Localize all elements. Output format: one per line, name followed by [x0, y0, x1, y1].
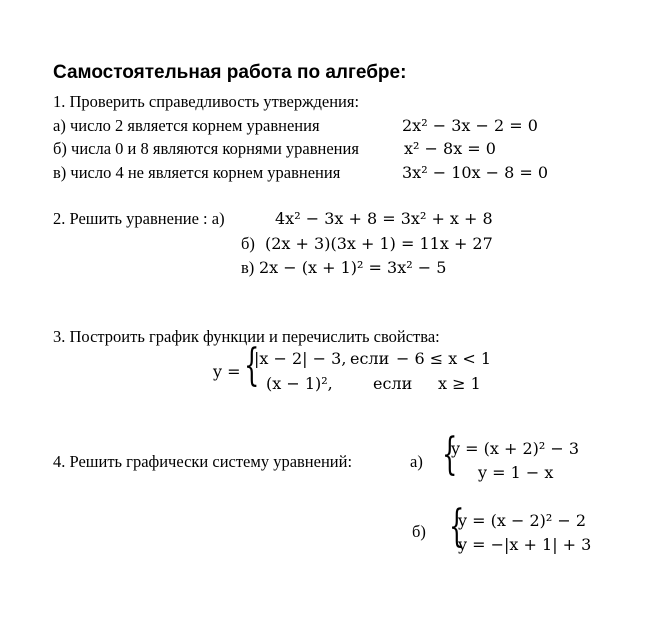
page-title: Самостоятельная работа по алгебре: — [53, 62, 407, 83]
task2-item-b-label: б) — [241, 234, 255, 253]
task3-case2-expr: (x − 1)², — [266, 374, 333, 393]
task4-system-b-brace: { — [449, 501, 465, 552]
task4-system-a-label: а) — [410, 452, 423, 471]
task4-system-b-eq2: y = −|x + 1| + 3 — [458, 535, 592, 554]
task1-item-c-equation: 3x² − 10x − 8 = 0 — [402, 163, 549, 182]
task3-case2-cond: x ≥ 1 — [438, 374, 481, 393]
task4-header: 4. Решить графически систему уравнений: — [53, 452, 353, 471]
task1-item-b-label: б) числа 0 и 8 являются корнями уравнения — [53, 139, 359, 158]
task2-item-a-equation: 4x² − 3x + 8 = 3x² + x + 8 — [275, 209, 493, 228]
task2-item-c-equation: 2x − (x + 1)² = 3x² − 5 — [259, 258, 447, 277]
task1-item-a-label: а) число 2 является корнем уравнения — [53, 116, 320, 135]
task3-brace: { — [244, 340, 260, 391]
task3-header: 3. Построить график функции и перечислить свойства: — [53, 327, 440, 346]
task2-item-c-label: в) — [241, 258, 255, 277]
task1-item-b-equation: x² − 8x = 0 — [404, 139, 496, 158]
task4-system-a-eq1: y = (x + 2)² − 3 — [451, 439, 580, 458]
task1-header: 1. Проверить справедливость утверждения: — [53, 92, 360, 111]
task1-item-a-equation: 2x² − 3x − 2 = 0 — [402, 116, 538, 135]
task3-case1-cond-word: если — [350, 349, 390, 368]
task4-system-a-brace: { — [442, 429, 458, 480]
task3-case1-expr: |x − 2| − 3, — [254, 349, 347, 368]
task3-case1-cond: − 6 ≤ x < 1 — [396, 349, 492, 368]
task1-item-c-label: в) число 4 не является корнем уравнения — [53, 163, 341, 182]
task4-system-b-label: б) — [412, 522, 426, 541]
task3-function-lhs: y = — [213, 362, 241, 381]
task3-case2-cond-word: если — [373, 374, 413, 393]
task2-item-b-equation: (2x + 3)(3x + 1) = 11x + 27 — [265, 234, 493, 253]
task2-header: 2. Решить уравнение : а) — [53, 209, 225, 228]
task4-system-b-eq1: y = (x − 2)² − 2 — [458, 511, 587, 530]
task4-system-a-eq2: y = 1 − x — [478, 463, 554, 482]
